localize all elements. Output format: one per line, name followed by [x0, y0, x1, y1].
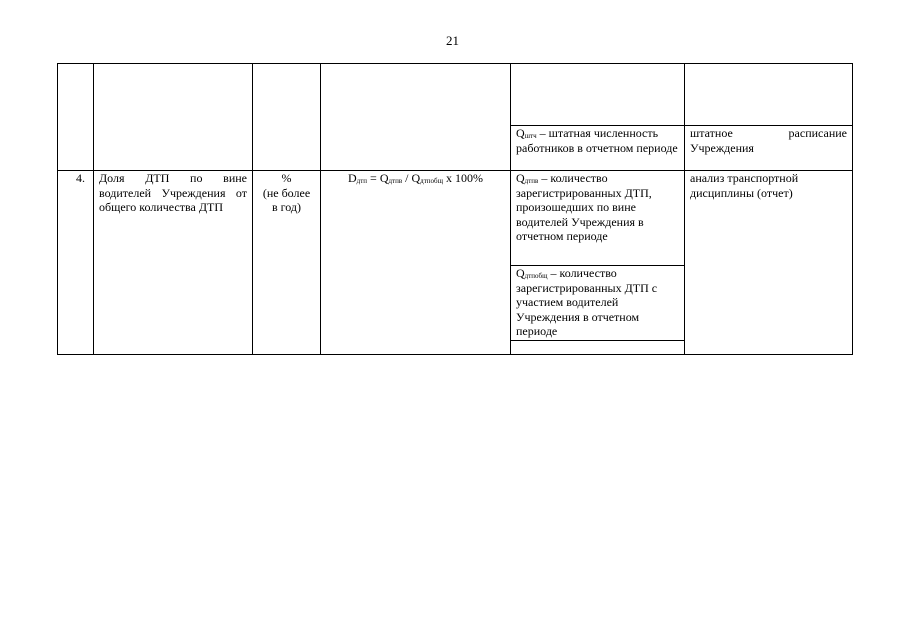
indicators-table	[57, 63, 853, 355]
formula-eq: = Q	[367, 171, 389, 185]
table-row	[58, 171, 853, 266]
cell-def-empty	[511, 64, 685, 126]
staff-definition	[511, 126, 685, 171]
cell-def-tail-empty	[511, 341, 685, 355]
cell-formula-empty	[321, 64, 511, 171]
formula-d: D	[348, 171, 357, 185]
unit-period: в год)	[271, 200, 302, 214]
item-number: 4.	[58, 171, 94, 355]
staff-var: Q	[516, 126, 525, 140]
cell-num-empty	[58, 64, 94, 171]
cell-unit-empty	[253, 64, 321, 171]
formula-q2-sub: дтпобщ	[420, 177, 443, 185]
unit-limit: (не более	[262, 185, 311, 200]
staff-text: – штатная численность работников в отчетном периоде	[516, 126, 678, 155]
indicator-name: Доля ДТП по вине водителей Учреждения от общего количества ДТП	[94, 171, 253, 355]
qdtpobsch-var: Q	[516, 266, 525, 280]
qdtpv-var: Q	[516, 171, 525, 185]
cell-name-empty	[94, 64, 253, 171]
qdtpv-sub: дтпв	[524, 177, 539, 185]
source-analysis: анализ транспортной дисциплины (отчет)	[685, 171, 853, 355]
qdtpv-text: – количество зарегистрированных ДТП, произошедших по вине водителей Учреждения в отчетном периоде	[516, 171, 652, 243]
unit-percent: %	[281, 171, 292, 185]
qdtpobsch-text: – количество зарегистрированных ДТП с участием водителей Учреждения в отчетном периоде	[516, 266, 658, 338]
staff-sub: штч	[524, 132, 537, 140]
formula-q1-sub: дтпв	[388, 177, 403, 185]
page-number: 21	[446, 33, 459, 48]
formula-cell	[321, 171, 511, 355]
formula-slash: / Q	[402, 171, 421, 185]
formula-tail: х 100%	[442, 171, 483, 185]
table-row	[58, 64, 853, 126]
unit-cell	[253, 171, 321, 355]
qdtpobsch-sub: дтпобщ	[524, 272, 548, 280]
formula-d-sub: дтп	[356, 177, 368, 185]
definition-qdtpobsch	[511, 266, 685, 341]
definition-qdtpv	[511, 171, 685, 266]
cell-source-empty	[685, 64, 853, 126]
staff-source: штатное расписание Учреждения	[685, 126, 853, 171]
